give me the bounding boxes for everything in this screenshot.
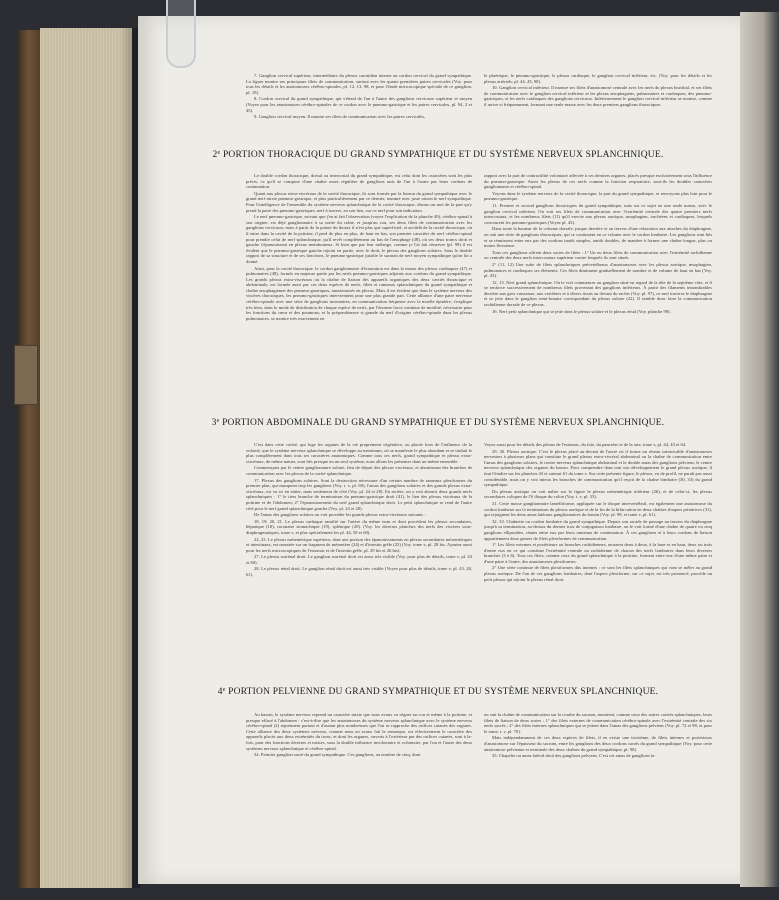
paragraph: Du plexus aortique on voit naître sur la figure le plexus mésentérique inférieur (26), et de celui-ci, les plexus secondaires coliques de l'S iliaque du colon (Voy. t. v, pl. 33). [484, 488, 712, 500]
section-heading: 3e PORTION ABDOMINALE DU GRAND SYMPATHIQUE ET DU SYSTÈME NERVEUX SPLANCHNIQUE. [211, 418, 665, 428]
section4-left-column [246, 712, 472, 792]
page-edges [40, 28, 132, 888]
section-number: 3 [211, 418, 217, 428]
paragraph: 31. Cette masse ganglionnaire lamelliforme, appliquée sur le disque intervertébral, est également une anastomose du cordon lombaire sur la terminaison du plexus aortique et de la fin de la bifurcation en deux chaînes iliaques primitives (31), qui rejoignent les deux amas latéraux ganglionnaires du bassin (Voy. pl. 98, et tome v, pl. 61). [484, 500, 712, 518]
paragraph: 29, 30. Plexus aortique. C'est le plexus placé au-devant de l'aorte où il forme un réseau inextricable d'anastomoses nerveuses à plusieurs plans qui constitue le grand plexus extra-viscéral abdominal ou la chaîne de communication entre l'amas des ganglions solaires, le centre nerveux splanchnique abdominal et le double amas des ganglions pelviens, le centre nerveux splanchnique des organes du bassin. Pour comprendre dans tout son développement le grand plexus aortique, il faut l'étudier sur les planches 43 et surtout 61 du tome v. Sur cette présente figure, le plexus, vu de profil, ne paraît pas aussi considérable, mais on y voit mieux les branches de communication qu'il reçoit de la chaîne lombaire (30, 33) du grand sympathique. [484, 448, 712, 488]
paragraph: 22, 23. Le plexus mésentérique supérieur, dont une portion des épanouissements en plexus secondaires mésentériques et intestinaux, est montrée sur un fragment de mésentère (24) et d'intestin grêle (25) (Voy. tome v, pl. 28 bis. Ajoutez aussi pour les nerfs microscopiques de l'estomac et de l'intestin grêle, pl. 29 bis et 26 bis). [246, 536, 472, 553]
paragraph: 10. Ganglion cervical inférieur. Il montre ses filets d'anastomose centrale avec les nerfs du plexus brachial, et ses filets de communication avec le ganglion cervical inférieur et les plexus œsophagiens, pulmonaires et cardiaques; des pneumo-gastriques, et les nerfs cardiaques des ganglions cervicaux. Inférieurement le ganglion cervical inférieur se montre, comme il arrive si fréquemment, formant une seule masse avec les deux premiers ganglions thoraciques. [484, 85, 712, 107]
section-title: PORTION THORACIQUE DU GRAND SYMPATHIQUE ET DU SYSTÈME NERVEUX SPLANCHNIQUE. [222, 150, 664, 160]
paragraph: 9. Ganglion cervical moyen. Il montre ses filets de communication avec les paires cervicales, [254, 114, 426, 120]
paragraph: 12, 13. Nerf grand splanchnique. On le voit commencer au ganglion situé en regard de la tête de la septième côte, et il se renforce successivement de nombreux filets provenant des ganglions inférieurs. À partir des filaments innombrables derrière aux gros vaisseaux, aux vertèbres et à divers tissus au devant du rachis (Voy. pl. 97), ce nerf traverse le diaphragme et se jette dans le ganglion semi-lunaire correspondant du plexus solaire (22). Il semble donc faire la communication rachidienne dorsale de ce plexus. [484, 279, 712, 308]
paragraph: 27. Le plexus surrénal droit. Le ganglion surrénal droit est aussi très visible (Voy. pour plus de détails, tome v, pl. 43 et 60). [246, 554, 472, 565]
section-heading: 4e PORTION PELVIENNE DU GRAND SYMPATHIQUE ET DU SYSTÈME NERVEUX SPLANCHNIQUE. [217, 687, 659, 697]
section-number: 4 [217, 687, 223, 697]
section-title: PORTION PELVIENNE DU GRAND SYMPATHIQUE ET DU SYSTÈME NERVEUX SPLANCHNIQUE. [228, 687, 659, 697]
paragraph: 7. Ganglion cervical supérieur, intermédiaire du plexus carotidien interne au cordon cervical du grand sympathique. La figure montre ses principaux filets de communication, surtout avec les quatre premières paires cervicales (Voy. pour tous les détails et les anastomoses cérébro-spinales, pl. 12, 13, 98, et pour l'étude microscopique spéciale de ce ganglion, pl. 19). [246, 73, 472, 95]
paragraph: 28. Le plexus rénal droit. Le ganglion rénal droit est aussi très visible (Voyez pour plus de détails, tome v, pl. 43, 28, 61). [246, 566, 472, 578]
section3-right-column [484, 442, 712, 670]
paragraph: Ainsi, pour la cavité thoracique, le cordon ganglionnaire d'écoutation est dans la masse des plexus cardiaques (47) et pulmonaires (48), formés en majeure partie par les nerfs pneumo-gastriques adjoints aux cordons du grand sympathique. Les grands plexus extra-viscéraux ou la chaîne de liaison des appareils organiques des deux cavités thoracique et abdominale, est formée aussi par ces deux espèces de nerfs, filets et rameaux splanchniques du grand sympathique et chaîne œsophagienne des pneumo-gastriques, anastomosés en plexus. Mais il est évident que dans le système nerveux des viscères thoraciques, les pneumo-gastriques interviennent pour une plus grande part. Cette alliance d'une paire nerveuse cérébro-spinale avec une série de ganglions inventaires, en communication fréquente avec la moelle épinière, s'explique très bien, dans le mode de distribution de chaque espèce de nerfs, par l'énorme force continue de motilité, nécessaire pour les fonctions du cœur et des poumons; et la prépondérance si grande du nerf d'origine cérébro-spinale dans les plexus pulmonaires, se montre très exactement en [246, 265, 472, 321]
section-number: 2 [212, 150, 218, 160]
section2-left-column [246, 173, 472, 395]
top-right-column [484, 73, 712, 135]
section-title: PORTION ABDOMINALE DU GRAND SYMPATHIQUE ET DU SYSTÈME NERVEUX SPLANCHNIQUE. [222, 418, 665, 428]
paragraph: Commençons par le centre ganglionnaire solaire, lieu de départ des plexus viscéraux, et aboutissant des branches de communication avec les plexus de la cavité splanchnique. [246, 465, 472, 476]
paragraph: 35. Chapelet ou amas latéral droit des ganglions pelviens. C'est cet amas de ganglions la- [492, 753, 656, 759]
paragraph: Quant aux plexus extra-viscéraux de la cavité thoracique, ils sont formés par la liaison du grand sympathique avec le grand nerf mixte pneumo-gastrique, et plus particulièrement par ce dernier, nommé avec juste raison le nerf sympathique. Pour l'intelligence de l'ensemble du système nerveux splanchnique de la cavité thoracique, disons un mot de la part qu'y prend la paire des pneumo-gastriques, nerf à travers, en son lieu, sur ce nerf pour son indication. [246, 190, 472, 213]
paragraph: 8. Cordon cervical du grand sympathique, qui s'étend de l'un à l'autre des ganglions cervicaux supérieur et moyen (Voyez pour les anastomoses cérébro-spinales de ce cordon avec le pneumo-gastrique et les paires cervicales, pl. 94, 2 et 45). [246, 96, 472, 113]
section4-right-column [484, 712, 712, 792]
paragraph: 1° Les filets externes et postérieurs ou branches rachidiennes, unissent deux à deux, à la base et en haut, deux ou trois d'entre eux en ce qui constitue l'extrémité centrale ou rachidienne de chacun des nerfs lombaires dans leurs diverses branches (3 à 6). Tous ces filets, comme ceux du grand splanchnique à la poitrine, forment entre eux d'une même paire et d'une paire à l'autre, des anastomoses plexiformes. [484, 542, 712, 564]
paragraph: Le double cordon thoracique, dorsal ou intercostal du grand sympathique, est celui dont les caractères sont les plus précis, ce qu'il se compose d'une chaîne assez régulière de ganglions unis de l'un à l'autre par leurs cordons de continuation. [246, 173, 472, 190]
section-heading: 2e PORTION THORACIQUE DU GRAND SYMPATHIQUE ET DU SYSTÈME NERVEUX SPLANCHNIQUE. [212, 150, 664, 160]
paragraph: Au bassin, le système nerveux reprend un caractère mixte que nous avons vu régner au cou et même à la poitrine, et presque effacé à l'abdomen : c'est-à-dire que les anastomoses du système nerveux splanchnique avec le système nerveux cérébro-spinal (2) reprennent partout et d'autant plus nombreuses que l'on se rapproche des orifices cutanés des organes. Cette alliance des deux systèmes nerveux, comme nous en avons fait la remarque, est effectivement le caractère des appareils placés aux deux extrémités du tronc, et dont les organes, ouverts à l'extérieur par des orifices cutanés, sont à la-fois, pour des fonctions diverses et mixtes, sous la double influence involontaire et volontaire, par l'un et l'autre des deux systèmes nerveux splanchnique et cérébro-spinal. [246, 712, 472, 751]
page-clip [166, 0, 196, 68]
paragraph: Tous ces ganglions offrent deux sortes de filets : 1° Un ou deux filets de communication avec l'extrémité rachidienne ou centrale des deux nerfs intercostaux supérieur contre lesquels ils sont situés. [484, 249, 712, 261]
paragraph: 17. Plexus des ganglions solaires. Sont la destruction nécessaire d'un certain nombre de rameaux plexiformes du premier plan, qui masquent trop les ganglions (Voy. t. v, pl. 69), l'amas des ganglions solaires et des grands plexus extra-viscéraux, est vu ici en entier, mais seulement de côté (Voy. pl. 24 et 28). En arrière, on y voit aboutir deux grands nerfs splanchniques : 1° le tiers branche de terminaison du pneumo-gastrique droit (41), le lien des plexus viscéraux de la poitrine et de l'abdomen; 2° l'épanouissement du nerf grand splanchnique droit. Le petit splanchnique se rend de l'autre côté pour le nerf grand splanchnique gauche (Voy. pl. 24 et 28). [246, 477, 472, 511]
section3-left-column [246, 442, 472, 670]
paragraph: 11. Premier et second ganglions thoraciques du grand sympathique, unis sur ce sujet en une seule masse, avec le ganglion cervical inférieur. On voit ses filets de communication avec l'extrémité centrale des quatre premiers nerfs intercostaux, et les nombreux filets (11) qu'il envoie aux plexus aortique, œsophagien, trachéens et cardiaques, lesquels concourent les pneumo-gastriques (Voyez pl. 43). [484, 202, 712, 225]
paragraph: 32, 33. Chaînette ou cordon lombaire du grand sympathique. Depuis son arcade de passage au travers du diaphragme jusqu'à sa terminaison, au-dessus du dernier trou de conjugaison lombaire, on le voit formé d'une chaîne de quatre ou cinq ganglions ellipsoïdes, réunis entre eux par leurs rameaux de continuation. À ces ganglions et à leurs cordons de liaison appartiennent deux genres de filets plexiformes de communication. [484, 518, 712, 541]
paragraph: C'est dans cette cavité, qui loge les organes de la vie proprement végétative, ou placée hors de l'influence de la volonté, que le système nerveux splanchnique se développe au maximum, où se manifeste le plus abondant et se traduit le plus complètement dans tous ses caractères anatomiques. Comme tous ces nerfs, grand sympathique et plexus extra-viscéraux, de même nature, sont liés presque en un seul système, nous allons les présenter dans un même ensemble. [246, 442, 472, 464]
paragraph: Le nerf pneumo-gastrique, suivant que j'en ai fait l'observation (voyez l'explication de la planche 40), cérébro-spinal à son origine, est déjà ganglionnaire à sa sortie du crâne, et jusqu'au cou, ses deux filets de communication avec les ganglions cervicaux; mais à partir de la pointe du thorax il n'est plus que superficiel, et au-delà de la cavité thoracique, où il entre dans la cavité de la poitrine, il perd de plus en plus, de haut en bas, son premier caractère de nerf cérébro-spinal pour prendre celui de nerf splanchnique, qu'il revêt complètement au bas de l'œsophage (48), où ses deux troncs droit et gauche s'épanouissent en plexus membraneux. Si bien que par leur mélange, comme je l'ai fait observer (pl. 99) il est évident que le pneumo-gastrique gauche rejoint en partie, avec le droit, le plexus des ganglions solaires. Sous le double rapport de sa structure et de ses fonctions, le pneumo-gastrique justifie le surnom de nerf moyen sympathique qu'on lui a donné. [246, 214, 472, 264]
paragraph: rapport avec la part de contractilité volontaire affectée à ces derniers organes, placés presque exclusivement sous l'influence du pneumo-gastrique. Aussi les plexus de ces nerfs comme la fonction respiratoire, sont-ils les doubles caractères ganglionnaire et cérébro-spinal. [484, 173, 712, 190]
right-page-edge [740, 12, 779, 887]
paragraph: 2° Une série continue de filets plexiformes dits internes : ce sont les filets splanchniques qui vont se mêler au grand plexus aortique. De l'un de ces ganglions lombaires, dont l'aspect plexiforme, sur ce sujet, est très prononcé, procède un petit plexus qui rejoint le plexus rénal droit. [484, 565, 712, 582]
paragraph: Voyons dans le système nerveux de la cavité thoracique, la part du grand sympathique, et renvoyons plus loin pour le pneumo-gastrique. [484, 190, 712, 202]
paragraph: De l'amas des ganglions solaires on voit procéder les grands plexus extra-viscéraux suivants : [254, 512, 426, 518]
paragraph: on suit la chaîne de communication sur la courbe du sacrum, montrent, comme ceux des autres cavités splanchniques, leurs filets de liaison de deux sortes : 1° des filets externes de communication cérébro-spinale avec l'extrémité centrale des six nerfs sacrés ; 2° des filets internes splanchniques qui se jettent dans l'amas des ganglions pelviens (Voy. pl. 72 et 98, et pour le tome, t. v, pl. 70). [484, 712, 712, 734]
paragraph: Mais indépendamment de ces deux espèces de filets, il en existe une troisième, de filets internes et postérieurs d'anastomose sur l'épaisseur du sacrum, entre les ganglions des deux cordons sacrés du grand sympathique (Voy. pour cette anastomose pelvienne et terminale des deux chaînes du grand sympathique, pl. 98). [484, 735, 712, 752]
paragraph: 34. Premier ganglion sacré du grand sympathique. Ces ganglions, au nombre de cinq, dont [254, 752, 421, 758]
top-left-column [246, 73, 472, 135]
paragraph: le phrénique, le pneumo-gastrique, le plexus cardiaque, le ganglion cervical inférieur, etc. (Voy. pour les détails et les plexus artériels, pl. 44, 43, 98). [484, 73, 712, 84]
paragraph: Dans toute la hauteur de la colonne dorsale, jusque derrière et au travers d'une relaxation aux attaches du diaphragme, on suit une série de ganglions thoraciques, qui se continuent en ce volume avec le cordon lombaire. Les ganglions sont liés et se réunissent entre eux par des cordons tantôt simples, tantôt doubles, de manière à former une chaîne longue, plus ou moins flexueuse. [484, 226, 712, 249]
paragraph: 2° (11, 12) Une suite de filets splanchniques prévertébraux d'anastomoses avec les plexus aortique, œsophagien, pulmonaires et cardiaques ses éléments. Ces filets diminuent graduellement de nombre et de volume de haut en bas (Voy. pl. 43). [484, 261, 712, 279]
gutter-shadow [120, 28, 140, 888]
book-tab [14, 345, 38, 405]
section2-right-column [484, 173, 712, 395]
paragraph: 18, 19, 20, 21. Le plexus cœliaque ramifié sur l'artère du même nom et dont procèdent les plexus secondaires, hépatique (18), coronaire stomachique (19), splénique (20). (Voy. les diverses planches des nerfs des viscères sous-diaphragmatiques, tome v, et plus spécialement les pl. 44, 58 et 60). [246, 518, 472, 535]
paragraph: 16. Nerf petit splanchnique qui se jette dans le plexus solaire et le plexus rénal (Voy. planche 98). [492, 308, 671, 314]
paragraph: Voyez aussi pour les détails des plexus de l'estomac, du foie, du pancréas et de la rate, tome v, pl. 44, 43 et 64. [484, 442, 687, 447]
